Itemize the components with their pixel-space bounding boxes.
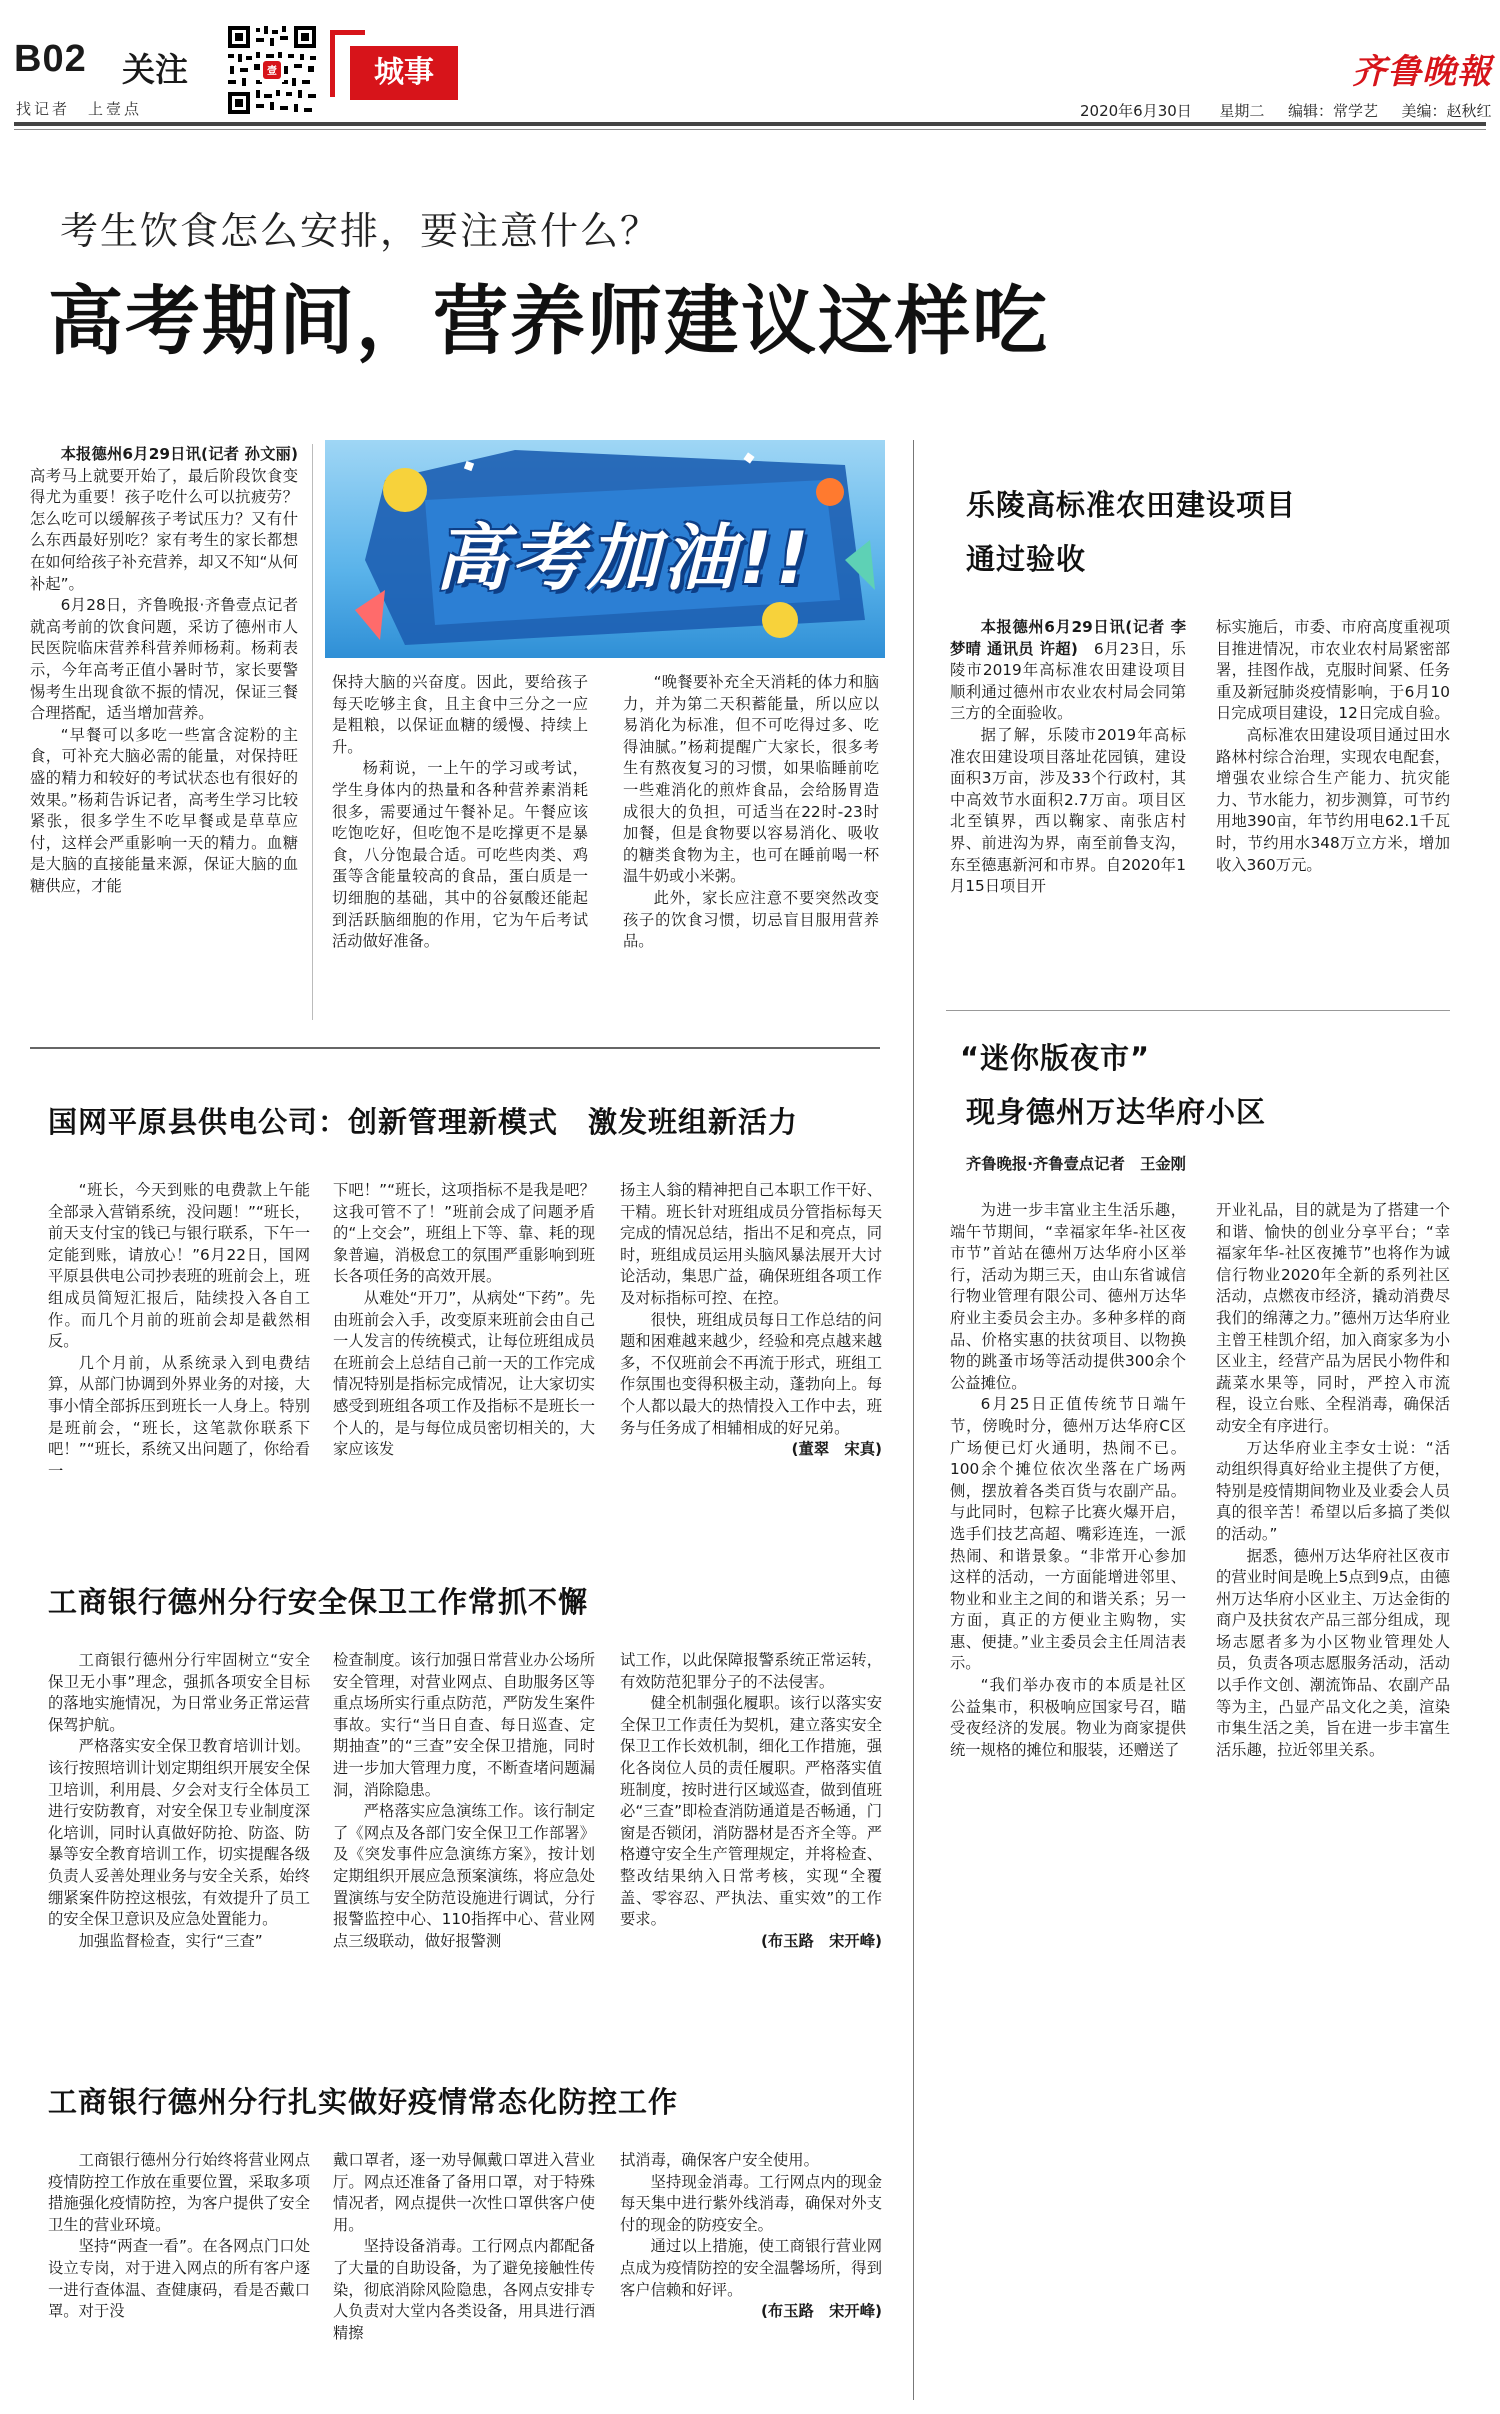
article-paragraph: 为进一步丰富业主生活乐趣，端午节期间，“幸福家年华-社区夜市节”首站在德州万达华府小区举行，活动为期三天，由山东省诚信行物业管理有限公司、德州万达华府业主委员会主办。多种多样的商品、价格实惠的扶贫项目、以物换物的跳蚤市场等活动提供300余个公益摊位。 xyxy=(950,1201,1186,1392)
designer-credit: 美编：赵秋红 xyxy=(1401,102,1492,120)
article-paragraph: 通过以上措施，使工商银行营业网点成为疫情防控的安全温馨场所，得到客户信赖和好评。 xyxy=(620,2237,882,2299)
article-paragraph: 下吧！”“班长，这项指标不是我是吧？这我可管不了！”班前会成了问题矛盾的“上交会”，班组上下等、靠、耗的现象普遍，消极怠工的氛围严重影响到班长各项任务的高效开展。 xyxy=(333,1181,595,1286)
article-paragraph: 几个月前，从系统录入到电费结算，从部门协调到外界业务的对接，大事小情全部拆压到班长一人身上。特别是班前会，“班长，这笔款你联系下吧！”“班长，系统又出问题了，你给看一 xyxy=(48,1353,310,1480)
article-paragraph: 试工作，以此保障报警系统正常运转，有效防范犯罪分子的不法侵害。 xyxy=(620,1651,882,1691)
article-paragraph: 标实施后，市委、市府高度重视项目推进情况，市农业农村局紧密部署，挂图作战，克服时间紧、任务重及新冠肺炎疫情影响，于6月10日完成项目建设，12日完成自验。 xyxy=(1216,618,1450,723)
article-paragraph: 杨莉说，一上午的学习或考试，学生身体内的热量和各种营养素消耗很多，需要通过午餐补足。午餐应该吃饱吃好，但吃饱不是吃撑更不是暴食，八分饱最合适。可吃些肉类、鸡蛋等含能量较高的食品，蛋白质是一切细胞的基础，其中的谷氨酸还能起到活跃脑细胞的作用，它为午后考试活动做好准备。 xyxy=(332,759,588,951)
article-paragraph: 6月28日，齐鲁晚报·齐鲁壹点记者就高考前的饮食问题，采访了德州市人民医院临床营养科营养师杨莉。杨莉表示，今年高考正值小暑时节，家长要警惕考生出现食欲不振的情况，保证三餐合理搭配，适当增加营养。 xyxy=(30,596,298,723)
article-headline: 乐陵高标准农田建设项目 xyxy=(966,488,1297,522)
article-paragraph: 很快，班组成员每日工作总结的问题和困难越来越少，经验和亮点越来越多，不仅班前会不再流于形式，班组工作氛围也变得积极主动，蓬勃向上。每个人都以最大的热情投入工作中去，班务与任务成了相辅相成的好兄弟。 xyxy=(620,1310,882,1437)
article-paragraph: 6月23日，乐陵市2019年高标准农田建设项目顺利通过德州市农业农村局会同第三方的全面验收。 xyxy=(950,639,1186,723)
article-paragraph: 6月25日正值传统节日端午节，傍晚时分，德州万达华府C区广场便已灯火通明，热闹不已。100余个摊位依次坐落在广场两侧，摆放着各类百货与农副产品。与此同时，包粽子比赛火爆开启，选手们技艺高超、嘴彩连连，一派热闹、和谐景象。“非常开心参加这样的活动，一方面能增进邻里、物业和业主之间的和谐关系；另一方面，真正的方便业主购物，实惠、便捷。”业主委员会主任周洁表示。 xyxy=(950,1395,1186,1673)
article-paragraph: “晚餐要补充全天消耗的体力和脑力，并为第二天积蓄能量，所以应以易消化为标准，但不可吃得过多、吃得油腻。”杨莉提醒广大家长，很多考生有熬夜复习的习惯，如果临睡前吃一些难消化的煎炸食品，会给肠胃造成很大的负担，可适当在22时-23时加餐，但是食物要以容易消化、吸收的糖类食物为主，也可在睡前喝一杯温牛奶或小米粥。 xyxy=(623,673,879,886)
article-column-1 xyxy=(950,1200,1186,1761)
article-column-2 xyxy=(332,672,588,953)
article-paragraph: 据了解，乐陵市2019年高标准农田建设项目落址花园镇，建设面积3万亩，涉及33个行政村，其中高效节水面积2.7万亩。项目区北至镇界，西以鞠家、南张店村界、前进沟为界，南至前鲁支沟，东至德惠新河和市界。自2020年1月15日项目开 xyxy=(950,725,1186,896)
article-paragraph: 工商银行德州分行牢固树立“安全保卫无小事”理念，强抓各项安全目标的落地实施情况，为日常业务正常运营保驾护航。 xyxy=(48,1651,310,1734)
svg-text:壹: 壹 xyxy=(267,66,277,77)
article-paragraph: 从难处“开刀”，从病处“下药”。先由班前会入手，改变原来班前会由自己一人发言的传统模式，让每位班组成员在班前会上总结自己前一天的工作完成情况特别是指标完成情况，让大家切实感受到班组各项工作及指标不是班长一个人的，是与每位成员密切相关的，大家应该发 xyxy=(333,1288,595,1459)
article-paragraph: 工商银行德州分行始终将营业网点疫情防控工作放在重要位置，采取多项措施强化疫情防控，为客户提供了安全卫生的营业环境。 xyxy=(48,2151,310,2234)
article-column-1 xyxy=(30,444,298,897)
gaokao-banner-image xyxy=(325,440,885,658)
article-column-3 xyxy=(620,2150,882,2323)
article-paragraph: “早餐可以多吃一些富含淀粉的主食，可补充大脑必需的能量，对保持旺盛的精力和较好的考试状态也有很好的效果。”杨莉告诉记者，高考生学习比较紧张，很多学生不吃早餐或是草草应付，这样会严重影响一天的精力。血糖是大脑的直接能量来源，保证大脑的血糖供应，才能 xyxy=(30,725,298,895)
article-paragraph: “我们举办夜市的本质是社区公益集市，积极响应国家号召，瞄受夜经济的发展。物业为商家提供统一规格的摊位和服装，还赠送了 xyxy=(950,1676,1186,1759)
article-paragraph: 保持大脑的兴奋度。因此，要给孩子每天吃够主食，且主食中三分之一应是粗粮，以保证血糖的缓慢、持续上升。 xyxy=(332,673,588,756)
article-column-3 xyxy=(623,672,879,953)
article-signature: (布玉路 宋开峰) xyxy=(760,1931,882,1950)
article-column-3 xyxy=(620,1180,882,1461)
article-paragraph: 坚持现金消毒。工行网点内的现金每天集中进行紫外线消毒，确保对外支付的现金的防疫安全。 xyxy=(620,2172,882,2234)
article-paragraph: 据悉，德州万达华府社区夜市的营业时间是晚上5点到9点，由德州万达华府小区业主、万达金街的商户及扶贫农产品三部分组成，现场志愿者多为小区物业管理处人员，负责各项志愿服务活动，活动以手作文创、潮流饰品、农副产品等为主，凸显产品文化之美，渲染市集生活之美，旨在进一步丰富生活乐趣，拉近邻里关系。 xyxy=(1216,1546,1450,1759)
article-paragraph: 开业礼品，目的就是为了搭建一个和谐、愉快的创业分享平台；“幸福家年华-社区夜摊节”也将作为诚信行物业2020年全新的系列社区活动，点燃夜市经济，撬动消费尽我们的绵薄之力。”德州万达华府业主曾王桂凯介绍，加入商家多为小区业主，经营产品为居民小物件和蔬菜水果等，同时，严控入市流程，设立台账、全程消毒，确保活动安全有序进行。 xyxy=(1216,1201,1450,1435)
article-column-2 xyxy=(333,2150,595,2344)
paper-logo: 齐鲁晚報 xyxy=(1352,52,1492,92)
qr-code-icon xyxy=(226,24,318,116)
article-column-2 xyxy=(333,1650,595,1952)
article-paragraph: 坚持设备消毒。工行网点内都配备了大量的自助设备，为了避免接触性传染，彻底消除风险隐患，各网点安排专人负责对大堂内各类设备，用具进行酒精擦 xyxy=(333,2237,595,2342)
vertical-divider xyxy=(913,440,914,2400)
masthead-rule-thick xyxy=(14,122,1486,126)
article-column-2 xyxy=(1216,1200,1450,1761)
section-divider xyxy=(946,1010,1450,1011)
article-column-1 xyxy=(48,2150,310,2323)
article-headline: 工商银行德州分行扎实做好疫情常态化防控工作 xyxy=(48,2085,679,2119)
section-name: 关注 xyxy=(122,50,188,89)
issue-weekday: 星期二 xyxy=(1219,102,1265,120)
article-paragraph: 检查制度。该行加强日常营业办公场所安全管理，对营业网点、自助服务区等重点场所实行重点防范，严防发生案件事故。实行“当日自查、每日巡查、定期抽查”的“三查”安全保卫措施，同时进一步加大管理力度，不断查堵问题漏洞，消除隐患。 xyxy=(333,1651,595,1799)
date-line xyxy=(1080,100,1492,121)
article-signature: (布玉路 宋开峰) xyxy=(760,2302,882,2321)
article-column-1 xyxy=(950,617,1186,898)
article-paragraph: 高标准农田建设项目通过田水路林村综合治理，实现农电配套，增强农业综合生产能力、抗灾能力、节水能力，初步测算，可节约用地390亩，年节约用电62.1千瓦时，节约用水348万立方米，增加收入360万元。 xyxy=(1216,725,1450,874)
article-paragraph: 坚持“两查一看”。在各网点门口处设立专岗，对于进入网点的所有客户逐一进行查体温、查健康码，看是否戴口罩。对于没 xyxy=(48,2237,310,2321)
column-divider xyxy=(312,444,313,1020)
article-paragraph: 健全机制强化履职。该行以落实安全保卫工作责任为契机，建立落实安全保卫工作长效机制，细化工作措施，强化各岗位人员的责任履职。严格落实值班制度，按时进行区域巡查，做到值班必“三查”即检查消防通道是否畅通，门窗是否锁闭，消防器材是否齐全等。严格遵守安全生产管理规定，并将检查、整改结果纳入日常考核，实现“全覆盖、零容忍、严执法、重实效”的工作要求。 xyxy=(620,1694,882,1929)
issue-date: 2020年6月30日 xyxy=(1080,102,1192,120)
section-motto: 找记者 上壹点 xyxy=(16,100,143,118)
article-headline-line2: 现身德州万达华府小区 xyxy=(966,1095,1267,1129)
article-column-2 xyxy=(1216,617,1450,876)
article-paragraph: 严格落实安全保卫教育培训计划。该行按照培训计划定期组织开展安全保卫培训，利用晨、夕会对支行全体员工进行安防教育，对安全保卫专业制度深化培训，同时认真做好防抢、防盗、防暴等安全教育培训工作，切实提醒各级负责人妥善处理业务与安全关系，始终绷紧案件防控这根弦，有效提升了员工的安全保卫意识及应急处置能力。 xyxy=(48,1737,310,1929)
article-lead: 本报德州6月29日讯(记者 李梦晴 通讯员 许超) xyxy=(950,618,1186,658)
page-number: B02 xyxy=(14,38,87,80)
masthead-rule-thin xyxy=(14,129,1486,130)
article-column-1 xyxy=(48,1650,310,1952)
article-paragraph: 拭消毒，确保客户安全使用。 xyxy=(620,2151,819,2169)
article-byline: 齐鲁晚报·齐鲁壹点记者 王金刚 xyxy=(966,1155,1186,1173)
article-paragraph: 扬主人翁的精神把自己本职工作干好、干精。班长针对班组成员分管指标每天完成的情况总结，指出不足和亮点，同时，班组成员运用头脑风暴法展开大讨论活动，集思广益，确保班组各项工作及对标指标可控、在控。 xyxy=(620,1181,882,1307)
article-column-3 xyxy=(620,1650,882,1952)
article-paragraph: 万达华府业主李女士说：“活动组织得真好给业主提供了方便，特别是疫情期间物业及业委会人员真的很辛苦！希望以后多搞了类似的活动。” xyxy=(1216,1438,1450,1543)
article-paragraph: 此外，家长应注意不要突然改变孩子的饮食习惯，切忌盲目服用营养品。 xyxy=(623,888,879,951)
article-column-2 xyxy=(333,1180,595,1461)
column-tag xyxy=(350,46,458,100)
article-paragraph: 高考马上就要开始了，最后阶段饮食变得尤为重要！孩子吃什么可以抗疲劳？怎么吃可以缓解孩子考试压力？又有什么东西最好别吃？家有考生的家长都想在如何给孩子补充营养，却又不知“从何补起”。 xyxy=(30,466,298,593)
article-kicker: 考生饮食怎么安排，要注意什么？ xyxy=(60,209,661,253)
article-headline-line2: 通过验收 xyxy=(966,542,1087,576)
article-lead: 本报德州6月29日讯(记者 孙文丽) xyxy=(60,445,298,463)
article-headline: 高考期间，营养师建议这样吃 xyxy=(48,277,1050,365)
article-headline: 工商银行德州分行安全保卫工作常抓不懈 xyxy=(48,1585,589,1619)
column-tag-label: 城事 xyxy=(374,55,434,90)
article-paragraph: 戴口罩者，逐一劝导佩戴口罩进入营业厅。网点还准备了备用口罩，对于特殊情况者，网点提供一次性口罩供客户使用。 xyxy=(333,2151,595,2234)
article-headline: 国网平原县供电公司：创新管理新模式 激发班组新活力 xyxy=(48,1105,799,1139)
article-paragraph: 严格落实应急演练工作。该行制定了《网点及各部门安全保卫工作部署》及《突发事件应急演练方案》，按计划定期组织开展应急预案演练，将应急处置演练与安全防范设施进行调试，分行报警监控中心、110指挥中心、营业网点三级联动，做好报警测 xyxy=(333,1802,595,1950)
article-paragraph: 加强监督检查，实行“三查” xyxy=(78,1931,263,1950)
article-column-1 xyxy=(48,1180,310,1482)
section-divider xyxy=(30,1047,880,1049)
editor-credit: 编辑：常学艺 xyxy=(1287,102,1378,120)
article-headline: “迷你版夜市” xyxy=(960,1041,1151,1075)
banner-text: 高考加油!! xyxy=(435,516,813,600)
article-signature: (董翠 宋真) xyxy=(791,1440,882,1459)
article-paragraph: “班长，今天到账的电费款上午能全部录入营销系统，没问题！”“班长，前天支付宝的钱已与银行联系，下午一定能到账，请放心！”6月22日，国网平原县供电公司抄表班的班前会上，班组成员简短汇报后，陆续投入各自工作。而几个月前的班前会却是截然相反。 xyxy=(48,1181,310,1351)
